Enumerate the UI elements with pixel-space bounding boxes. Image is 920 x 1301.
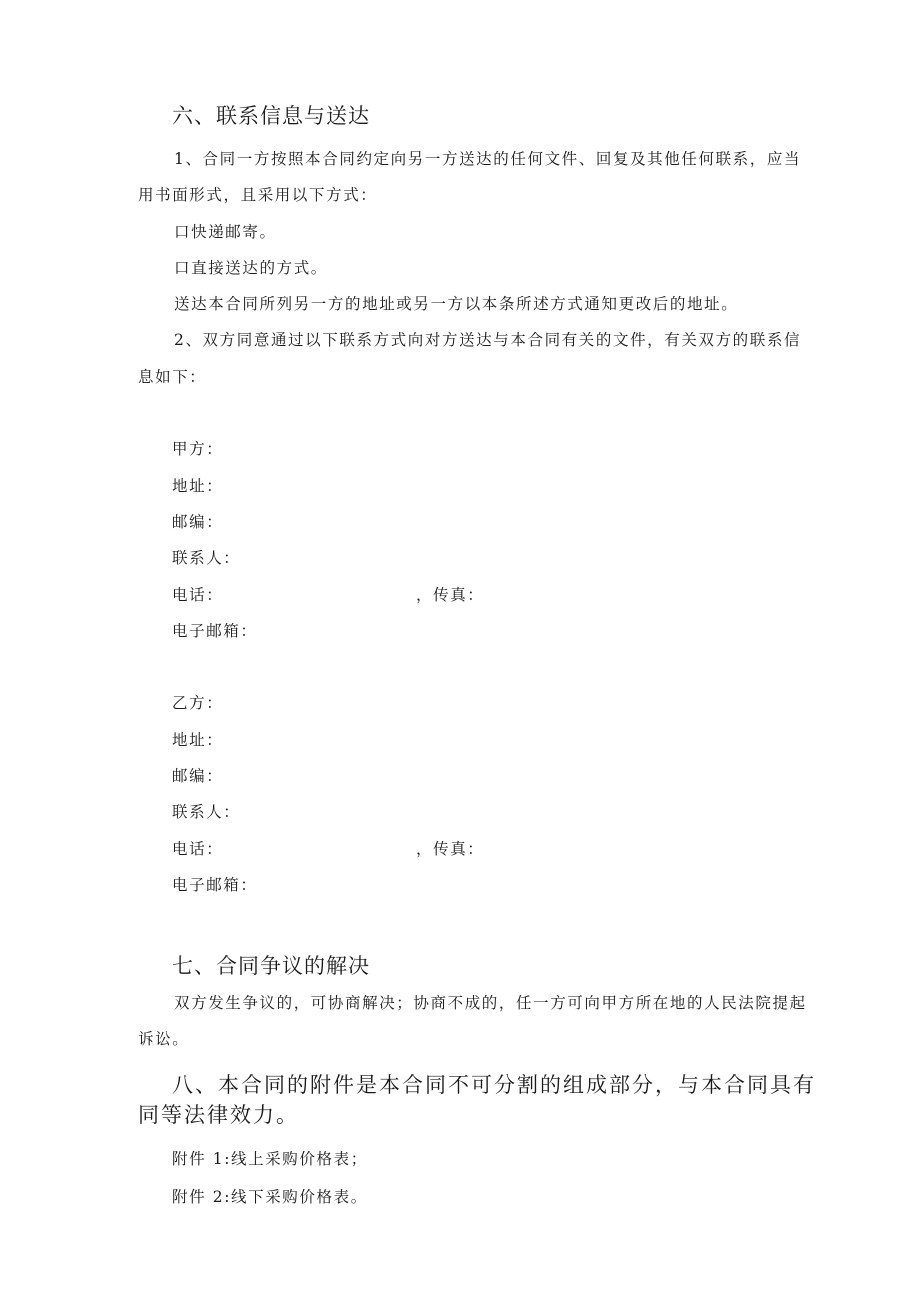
party-b-phone-label: 电话： (172, 840, 224, 858)
party-a-address-label: 地址： (172, 477, 224, 495)
party-a-email-label: 电子邮箱： (172, 622, 258, 640)
party-b-postcode-label: 邮编： (172, 767, 224, 785)
attachment-2: 附件 2:线下采购价格表。 (172, 1188, 368, 1206)
attachment-1: 附件 1:线上采购价格表； (172, 1150, 368, 1168)
section-7-heading: 七、合同争议的解决 (172, 954, 370, 978)
party-a-name-label: 甲方： (172, 440, 224, 458)
party-b-contact-label: 联系人： (172, 803, 241, 821)
party-a-fax-label: ，传真： (416, 586, 485, 604)
clause-1-line-1: 1、合同一方按照本合同约定向另一方送达的任何文件、回复及其他任何联系，应当 (174, 150, 802, 168)
party-b-email-label: 电子邮箱： (172, 876, 258, 894)
clause-1-tail: 送达本合同所列另一方的地址或另一方以本条所述方式通知更改后的地址。 (174, 295, 739, 313)
clause-1-line-2: 用书面形式，且采用以下方式： (138, 186, 378, 204)
section-6-heading: 六、联系信息与送达 (172, 104, 370, 128)
section-7-line-2: 诉讼。 (138, 1030, 190, 1048)
delivery-option-courier: 口快递邮寄。 (174, 223, 277, 241)
party-b-address-label: 地址： (172, 731, 224, 749)
party-b-name-label: 乙方： (172, 694, 224, 712)
section-8-line-2: 同等法律效力。 (138, 1103, 299, 1127)
party-b-fax-label: ，传真： (416, 840, 485, 858)
party-a-contact-label: 联系人： (172, 549, 241, 567)
section-7-line-1: 双方发生争议的，可协商解决；协商不成的，任一方可向甲方所在地的人民法院提起 (174, 994, 807, 1012)
clause-2-line-1: 2、双方同意通过以下联系方式向对方送达与本合同有关的文件，有关双方的联系信 (174, 331, 802, 349)
party-a-postcode-label: 邮编： (172, 513, 224, 531)
clause-2-line-2: 息如下： (138, 368, 207, 386)
delivery-option-direct: 口直接送达的方式。 (174, 259, 328, 277)
section-8-line-1: 八、本合同的附件是本合同不可分割的组成部分，与本合同具有 (172, 1073, 816, 1097)
party-a-phone-label: 电话： (172, 586, 224, 604)
